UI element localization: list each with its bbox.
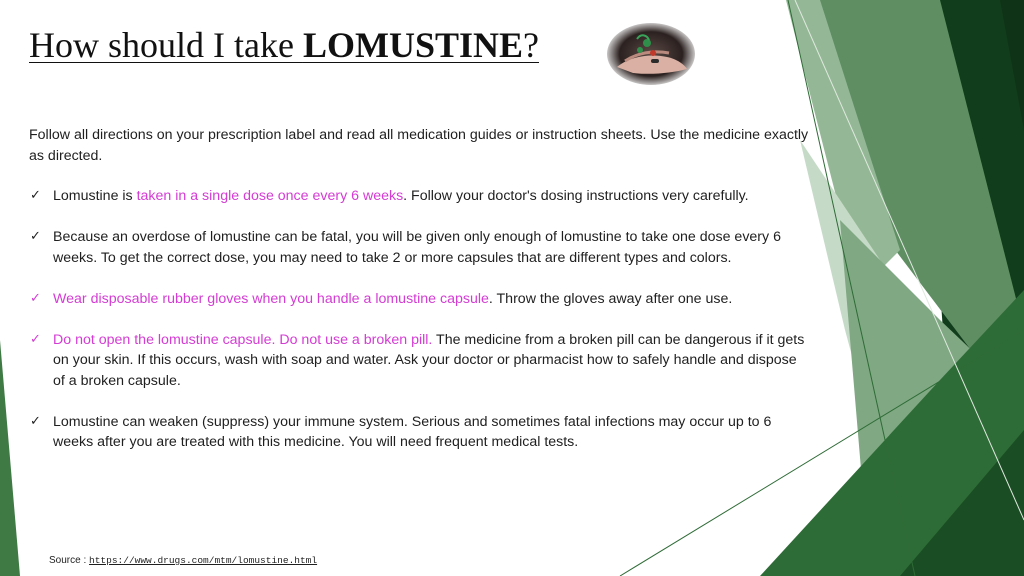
list-item bbox=[29, 227, 809, 268]
checkmark-icon: ✓ bbox=[30, 331, 41, 347]
item-text: Lomustine is bbox=[53, 188, 137, 204]
pill-in-hand-image bbox=[607, 23, 695, 85]
source-label: Source : bbox=[49, 555, 90, 566]
source-citation bbox=[49, 555, 317, 566]
checkmark-icon: ✓ bbox=[30, 413, 41, 429]
item-highlight: Wear disposable rubber gloves when you handle a lomustine capsule bbox=[53, 290, 489, 307]
main-content bbox=[29, 125, 809, 473]
item-text-after: The medicine from a broken pill can be dangerous if it gets on your skin. If this occurs, wash with soap and water. Ask your doctor or pharmacist how to safely handle and dispose of a broken capsule. bbox=[53, 331, 805, 389]
list-item bbox=[29, 186, 809, 207]
intro-paragraph: Follow all directions on your prescription label and read all medication guides or instruction sheets. Use the medicine exactly as directed. bbox=[29, 127, 809, 164]
checkmark-icon: ✓ bbox=[30, 188, 41, 203]
title-prefix: How should I take bbox=[29, 25, 303, 65]
checkmark-icon: ✓ bbox=[30, 229, 41, 244]
instruction-list bbox=[29, 186, 809, 453]
page-title bbox=[29, 22, 539, 68]
list-item bbox=[29, 289, 809, 310]
title-suffix: ? bbox=[523, 25, 539, 65]
item-text: Lomustine can weaken (suppress) your immune system. Serious and sometimes fatal infections may occur up to 6 weeks after you are treated with this medicine. You will need frequent medical tests. bbox=[53, 413, 772, 450]
left-green-sliver bbox=[0, 340, 20, 576]
item-text: Because an overdose of lomustine can be fatal, you will be given only enough of lomustine to take one dose every 6 weeks. To get the correct dose, you may need to take 2 or more capsules that are different types and colors. bbox=[53, 229, 781, 266]
source-link[interactable]: https://www.drugs.com/mtm/lomustine.html bbox=[89, 555, 318, 566]
item-text-after: . Follow your doctor's dosing instructions very carefully. bbox=[403, 188, 749, 204]
list-item bbox=[29, 330, 809, 392]
title-drug-name: LOMUSTINE bbox=[302, 25, 524, 65]
checkmark-icon: ✓ bbox=[30, 290, 41, 306]
list-item bbox=[29, 412, 809, 453]
item-highlight: Do not open the lomustine capsule. Do not use a broken pill. bbox=[53, 331, 433, 348]
item-text-after: . Throw the gloves away after one use. bbox=[488, 290, 733, 307]
item-highlight: taken in a single dose once every 6 weeks bbox=[136, 188, 404, 204]
